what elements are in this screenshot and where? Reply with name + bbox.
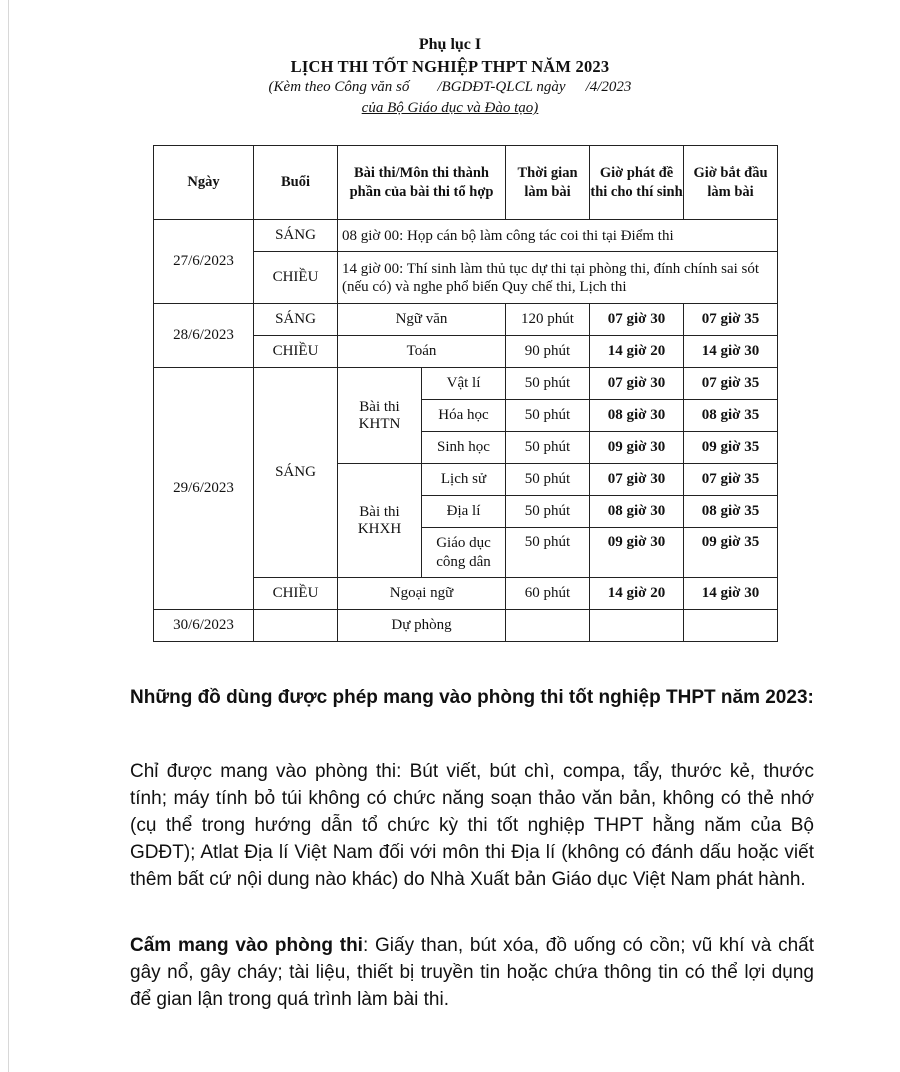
- session-cell: [254, 610, 338, 642]
- start-cell: 08 giờ 35: [684, 496, 778, 528]
- duration-cell: 50 phút: [506, 464, 590, 496]
- document-title: LỊCH THI TỐT NGHIỆP THPT NĂM 2023: [290, 57, 610, 76]
- duration-cell: [506, 610, 590, 642]
- distribute-cell: 09 giờ 30: [590, 528, 684, 578]
- distribute-cell: 08 giờ 30: [590, 400, 684, 432]
- table-row: [154, 610, 778, 642]
- start-cell: 14 giờ 30: [684, 578, 778, 610]
- ref-part-1: (Kèm theo Công văn số: [268, 79, 410, 95]
- activity-cell: 14 giờ 00: Thí sinh làm thủ tục dự thi tại phòng thi, đính chính sai sót (nếu có) và nghe phổ biến Quy chế thi, Lịch thi: [338, 252, 778, 304]
- distribute-cell: 08 giờ 30: [590, 496, 684, 528]
- start-cell: 14 giờ 30: [684, 336, 778, 368]
- table-row: [154, 368, 778, 400]
- duration-cell: 50 phút: [506, 368, 590, 400]
- duration-cell: 50 phút: [506, 496, 590, 528]
- subject-cell: Giáo dục công dân: [422, 528, 506, 578]
- table-row: [154, 220, 778, 252]
- banned-items-paragraph: [130, 932, 814, 1013]
- header-date: Ngày: [154, 146, 254, 220]
- session-cell: SÁNG: [254, 220, 338, 252]
- duration-cell: 50 phút: [506, 400, 590, 432]
- banned-lead: Cấm mang vào phòng thi: [130, 935, 363, 956]
- duration-cell: 60 phút: [506, 578, 590, 610]
- header-start-time: Giờ bắt đầu làm bài: [684, 146, 778, 220]
- header-distribute-time: Giờ phát đề thi cho thí sinh: [590, 146, 684, 220]
- distribute-cell: 14 giờ 20: [590, 336, 684, 368]
- session-cell: SÁNG: [254, 304, 338, 336]
- subject-cell: Sinh học: [422, 432, 506, 464]
- start-cell: 07 giờ 35: [684, 464, 778, 496]
- start-cell: 08 giờ 35: [684, 400, 778, 432]
- subject-cell: Toán: [338, 336, 506, 368]
- session-cell: CHIỀU: [254, 252, 338, 304]
- start-cell: 07 giờ 35: [684, 304, 778, 336]
- start-cell: [684, 610, 778, 642]
- session-cell: CHIỀU: [254, 336, 338, 368]
- distribute-cell: [590, 610, 684, 642]
- section-title: Những đồ dùng được phép mang vào phòng thi tốt nghiệp THPT năm 2023:: [130, 687, 814, 708]
- subject-cell: Lịch sử: [422, 464, 506, 496]
- subject-cell: Ngữ văn: [338, 304, 506, 336]
- distribute-cell: 07 giờ 30: [590, 304, 684, 336]
- distribute-cell: 09 giờ 30: [590, 432, 684, 464]
- issuer-line: của Bộ Giáo dục và Đào tạo): [361, 100, 539, 116]
- ref-part-2: /BGDĐT-QLCL ngày: [437, 79, 566, 95]
- subject-cell: Địa lí: [422, 496, 506, 528]
- start-cell: 09 giờ 35: [684, 432, 778, 464]
- banned-text: : Giấy than, bút xóa, đồ uống có cồn; vũ khí và chất gây nổ, gây cháy; tài liệu, thiết bị truyền tin hoặc chứa thông tin có thể lợi dụng để gian lận trong quá trình làm bài thi.: [130, 935, 814, 1010]
- duration-cell: 120 phút: [506, 304, 590, 336]
- exam-group-cell: Bài thi KHTN: [338, 368, 422, 464]
- duration-cell: 50 phút: [506, 432, 590, 464]
- subject-cell: Ngoại ngữ: [338, 578, 506, 610]
- exam-schedule-table: [153, 145, 778, 642]
- header-session: Buổi: [254, 146, 338, 220]
- document-reference: [0, 79, 900, 96]
- date-cell: 28/6/2023: [154, 304, 254, 368]
- start-cell: 09 giờ 35: [684, 528, 778, 578]
- page-edge: [8, 0, 9, 1072]
- session-cell: CHIỀU: [254, 578, 338, 610]
- table-header-row: [154, 146, 778, 220]
- ref-part-3: /4/2023: [585, 79, 632, 95]
- date-cell: 27/6/2023: [154, 220, 254, 304]
- subject-cell: Hóa học: [422, 400, 506, 432]
- subject-cell: Vật lí: [422, 368, 506, 400]
- activity-cell: 08 giờ 00: Họp cán bộ làm công tác coi thi tại Điểm thi: [338, 220, 778, 252]
- date-cell: 29/6/2023: [154, 368, 254, 610]
- distribute-cell: 07 giờ 30: [590, 464, 684, 496]
- appendix-label: Phụ lục I: [418, 36, 482, 53]
- exam-group-cell: Bài thi KHXH: [338, 464, 422, 578]
- session-cell: SÁNG: [254, 368, 338, 578]
- distribute-cell: 14 giờ 20: [590, 578, 684, 610]
- subject-cell: Dự phòng: [338, 610, 506, 642]
- header-duration: Thời gian làm bài: [506, 146, 590, 220]
- duration-cell: 50 phút: [506, 528, 590, 578]
- allowed-items-paragraph: Chỉ được mang vào phòng thi: Bút viết, bút chì, compa, tẩy, thước kẻ, thước tính; máy tính bỏ túi không có chức năng soạn thảo văn bản, không có thẻ nhớ (cụ thể trong hướng dẫn tổ chức kỳ thi tốt nghiệp THPT hằng năm của Bộ GDĐT); Atlat Địa lí Việt Nam đối với môn thi Địa lí (không có đánh dấu hoặc viết thêm bất cứ nội dung nào khác) do Nhà Xuất bản Giáo dục Việt Nam phát hành.: [130, 761, 814, 890]
- duration-cell: 90 phút: [506, 336, 590, 368]
- start-cell: 07 giờ 35: [684, 368, 778, 400]
- date-cell: 30/6/2023: [154, 610, 254, 642]
- distribute-cell: 07 giờ 30: [590, 368, 684, 400]
- table-row: [154, 304, 778, 336]
- header-subject: Bài thi/Môn thi thành phần của bài thi tổ hợp: [338, 146, 506, 220]
